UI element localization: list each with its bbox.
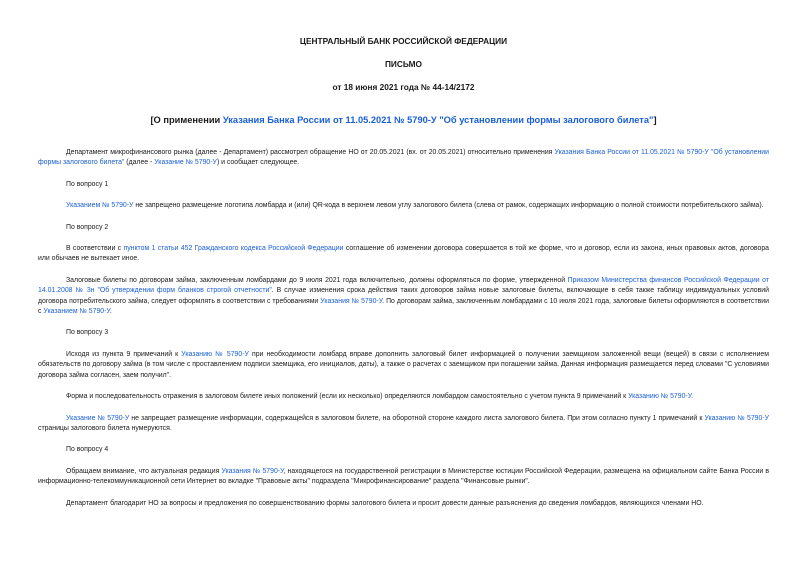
text-fragment: Обращаем внимание, что актуальная редакция — [66, 467, 222, 475]
text-fragment: не запрещает размещение информации, содержащейся в залоговом билете, на оборотной стороне каждого листа залогового билета. При этом согласно пункту 1 примечаний к — [129, 414, 705, 422]
question-heading-3: По вопросу 3 — [66, 329, 109, 337]
question-heading-4: По вопросу 4 — [66, 446, 109, 454]
link-ukazanie[interactable]: Указанием № 5790-У — [43, 308, 110, 316]
paragraph-answer-2a — [38, 244, 769, 265]
question-heading-2: По вопросу 2 — [66, 223, 109, 231]
document-date-number: от 18 июня 2021 года № 44-14/2172 — [332, 82, 475, 92]
link-minfin-order-3n[interactable]: Приказом Министерства финансов Российской Федерации от 14.01.2008 № 3н "Об утверждении форм бланков строгой отчетности" — [38, 276, 769, 295]
text-fragment: . В случае изменения срока действия таких договоров займа новые залоговые билеты, включающие в себя также таблицу индивидуальных условий договора потребительского займа, следует оформлять в соответствии с требованиями — [38, 287, 769, 305]
paragraph-answer-3a — [38, 350, 769, 381]
paragraph-intro — [38, 148, 769, 169]
paragraph-answer-4 — [38, 467, 769, 488]
text-fragment: (далее - — [124, 159, 155, 167]
link-ukazanie[interactable]: Указанию № 5790-У — [181, 350, 249, 358]
letter-body — [38, 148, 769, 509]
link-ukazanie-short[interactable]: Указание № 5790-У — [154, 159, 217, 167]
link-ukazanie[interactable]: Указания № 5790-У — [320, 297, 383, 305]
link-ukazanie[interactable]: Указания № 5790-У — [221, 467, 284, 475]
text-fragment: . — [691, 393, 694, 401]
text-fragment: Форма и последовательность отражения в залоговом билете иных положений (если их несколько) определяются ломбардом самостоятельно с учетом пункта 9 примечаний к — [66, 393, 629, 401]
text-fragment: В соответствии с — [66, 245, 124, 253]
question-heading-1: По вопросу 1 — [66, 180, 109, 188]
text-fragment: ) и сообщает следующее. — [216, 159, 300, 167]
paragraph-answer-3b — [38, 392, 769, 402]
link-ukazanie[interactable]: Указанием № 5790-У — [66, 202, 134, 210]
text-fragment: . По договорам займа, заключенным ломбардами с 10 июля 2021 года, залоговые билеты оформляются в соответствии с — [38, 297, 769, 316]
title-link-ukazanie-5790u[interactable]: Указания Банка России от 11.05.2021 № 5790-У "Об установлении формы залогового билета" — [222, 115, 654, 125]
document-kind: ПИСЬМО — [384, 59, 423, 69]
text-fragment: Исходя из пункта 9 примечаний к — [66, 350, 182, 358]
text-fragment: . — [109, 308, 112, 316]
text-fragment: страницы залогового билета нумеруются. — [38, 424, 172, 432]
paragraph-answer-2b — [38, 276, 769, 318]
title-suffix: ] — [653, 115, 657, 125]
link-ukazanie[interactable]: Указанию № 5790-У — [704, 414, 769, 422]
issuer-name: ЦЕНТРАЛЬНЫЙ БАНК РОССИЙСКОЙ ФЕДЕРАЦИИ — [299, 36, 508, 46]
paragraph-answer-3c — [38, 414, 769, 435]
text-fragment: Залоговые билеты по договорам займа, заключенным ломбардами до 9 июля 2021 года включительно, должны оформляться по форме, утвержденной — [66, 276, 568, 284]
text-fragment: не запрещено размещение логотипа ломбарда и (или) QR-кода в верхнем левом углу залогового билета (слева от рамок, содержащих информацию о полной стоимости потребительского займа). — [133, 202, 764, 210]
document-title — [38, 114, 769, 126]
link-civil-code-452[interactable]: пунктом 1 статьи 452 Гражданского кодекса Российской Федерации — [123, 245, 344, 253]
paragraph-closing: Департамент благодарит НО за вопросы и предложения по совершенствованию формы залогового билета и просит довести данные разъяснения до сведения ломбардов, являющихся членами НО. — [66, 499, 704, 507]
link-ukazanie-full[interactable]: Указания Банка России от 11.05.2021 № 5790-У "Об установлении формы залогового билета" — [38, 149, 769, 167]
paragraph-answer-1 — [38, 201, 769, 211]
link-ukazanie[interactable]: Указание № 5790-У — [66, 414, 130, 422]
text-fragment: , находящегося на государственной регистрации в Министерстве юстиции Российской Федерации, размещена на официальном сайте Банка России в информационно-телекоммуникационной сети Интернет во вкладке "Правовые акты" подраздела "Микрофинансирование" раздела "Финансовые рынки". — [38, 467, 769, 486]
text-fragment: при необходимости ломбард вправе дополнить залоговый билет информацией о получении заемщиком заложенной вещи (вещей) в связи с исполнением обязательств по договору займа (в том числе с проставлением подписи заемщика, его инициалов, даты), а также о расчетах с заемщиком при погашении займа. Данная информация размещается перед словами "С условиями договора займа согласен, заем получил". — [38, 350, 769, 379]
text-fragment: Департамент микрофинансового рынка (далее - Департамент) рассмотрел обращение НО от 20.05.2021 (вх. от 20.05.2021) относительно применения — [66, 149, 555, 156]
link-ukazanie[interactable]: Указанию № 5790-У — [628, 393, 692, 401]
text-fragment: соглашение об изменении договора совершается в той же форме, что и договор, если из закона, иных правовых актов, договора или обычаев не вытекает иное. — [38, 245, 770, 263]
title-prefix: [О применении — [150, 115, 223, 125]
